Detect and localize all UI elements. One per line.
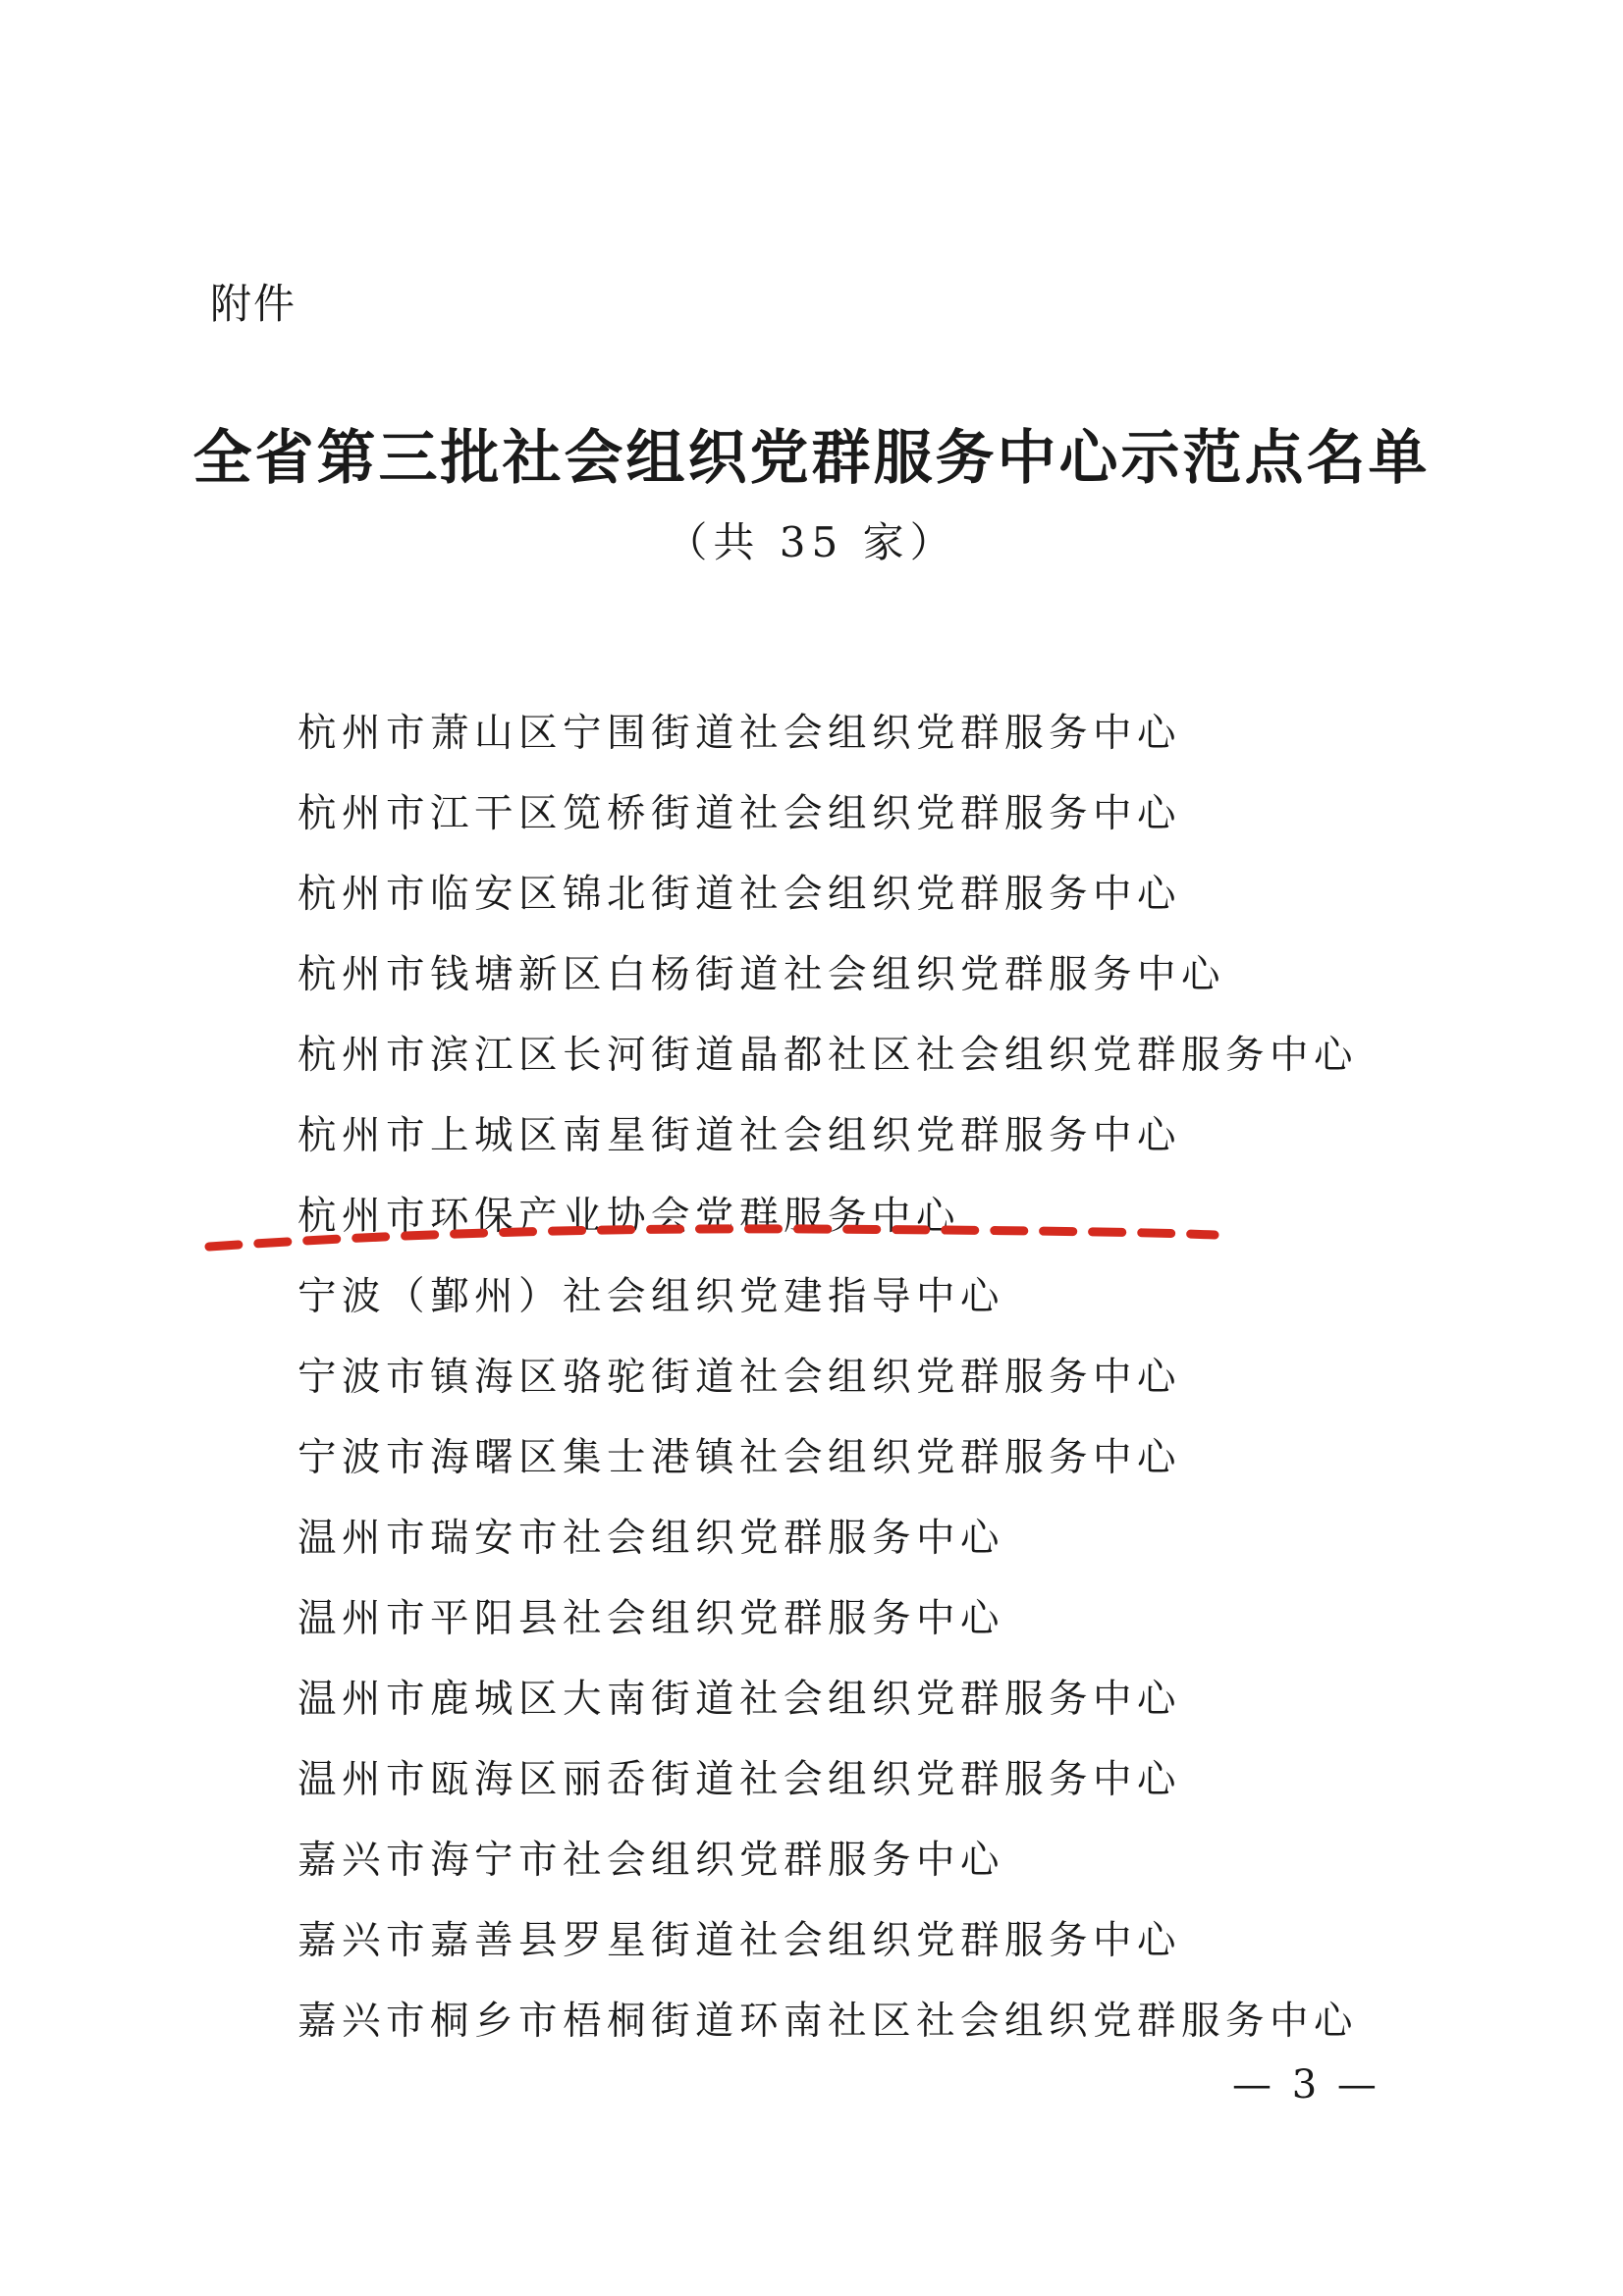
list-item: 杭州市上城区南星街道社会组织党群服务中心 (298, 1113, 1181, 1158)
list-item: 杭州市萧山区宁围街道社会组织党群服务中心 (298, 711, 1181, 756)
list-item: 宁波市海曙区集士港镇社会组织党群服务中心 (298, 1435, 1181, 1480)
list-item: 杭州市临安区锦北街道社会组织党群服务中心 (298, 872, 1181, 917)
document-title: 全省第三批社会组织党群服务中心示范点名单 (192, 424, 1431, 493)
list-item: 杭州市环保产业协会党群服务中心 (298, 1194, 960, 1239)
red-dashed-separator (201, 1215, 1222, 1255)
list-item: 杭州市江干区笕桥街道社会组织党群服务中心 (298, 791, 1181, 836)
list-item: 温州市瓯海区丽岙街道社会组织党群服务中心 (298, 1757, 1181, 1802)
entry-list (298, 693, 1358, 2061)
page-number: — 3 — (1232, 2062, 1380, 2108)
list-item: 嘉兴市海宁市社会组织党群服务中心 (298, 1838, 1004, 1883)
list-item: 温州市瑞安市社会组织党群服务中心 (298, 1516, 1004, 1561)
list-item: 嘉兴市嘉善县罗星街道社会组织党群服务中心 (298, 1918, 1181, 1963)
list-item: 温州市平阳县社会组织党群服务中心 (298, 1596, 1004, 1641)
list-item: 宁波（鄞州）社会组织党建指导中心 (298, 1274, 1004, 1319)
attachment-label: 附件 (210, 280, 298, 328)
document-subtitle: （共 35 家） (666, 518, 957, 566)
list-item: 宁波市镇海区骆驼街道社会组织党群服务中心 (298, 1355, 1181, 1400)
list-item: 杭州市滨江区长河街道晶都社区社会组织党群服务中心 (298, 1033, 1358, 1078)
list-item: 温州市鹿城区大南街道社会组织党群服务中心 (298, 1677, 1181, 1722)
list-item: 嘉兴市桐乡市梧桐街道环南社区社会组织党群服务中心 (298, 1999, 1358, 2044)
list-item: 杭州市钱塘新区白杨街道社会组织党群服务中心 (298, 952, 1225, 997)
